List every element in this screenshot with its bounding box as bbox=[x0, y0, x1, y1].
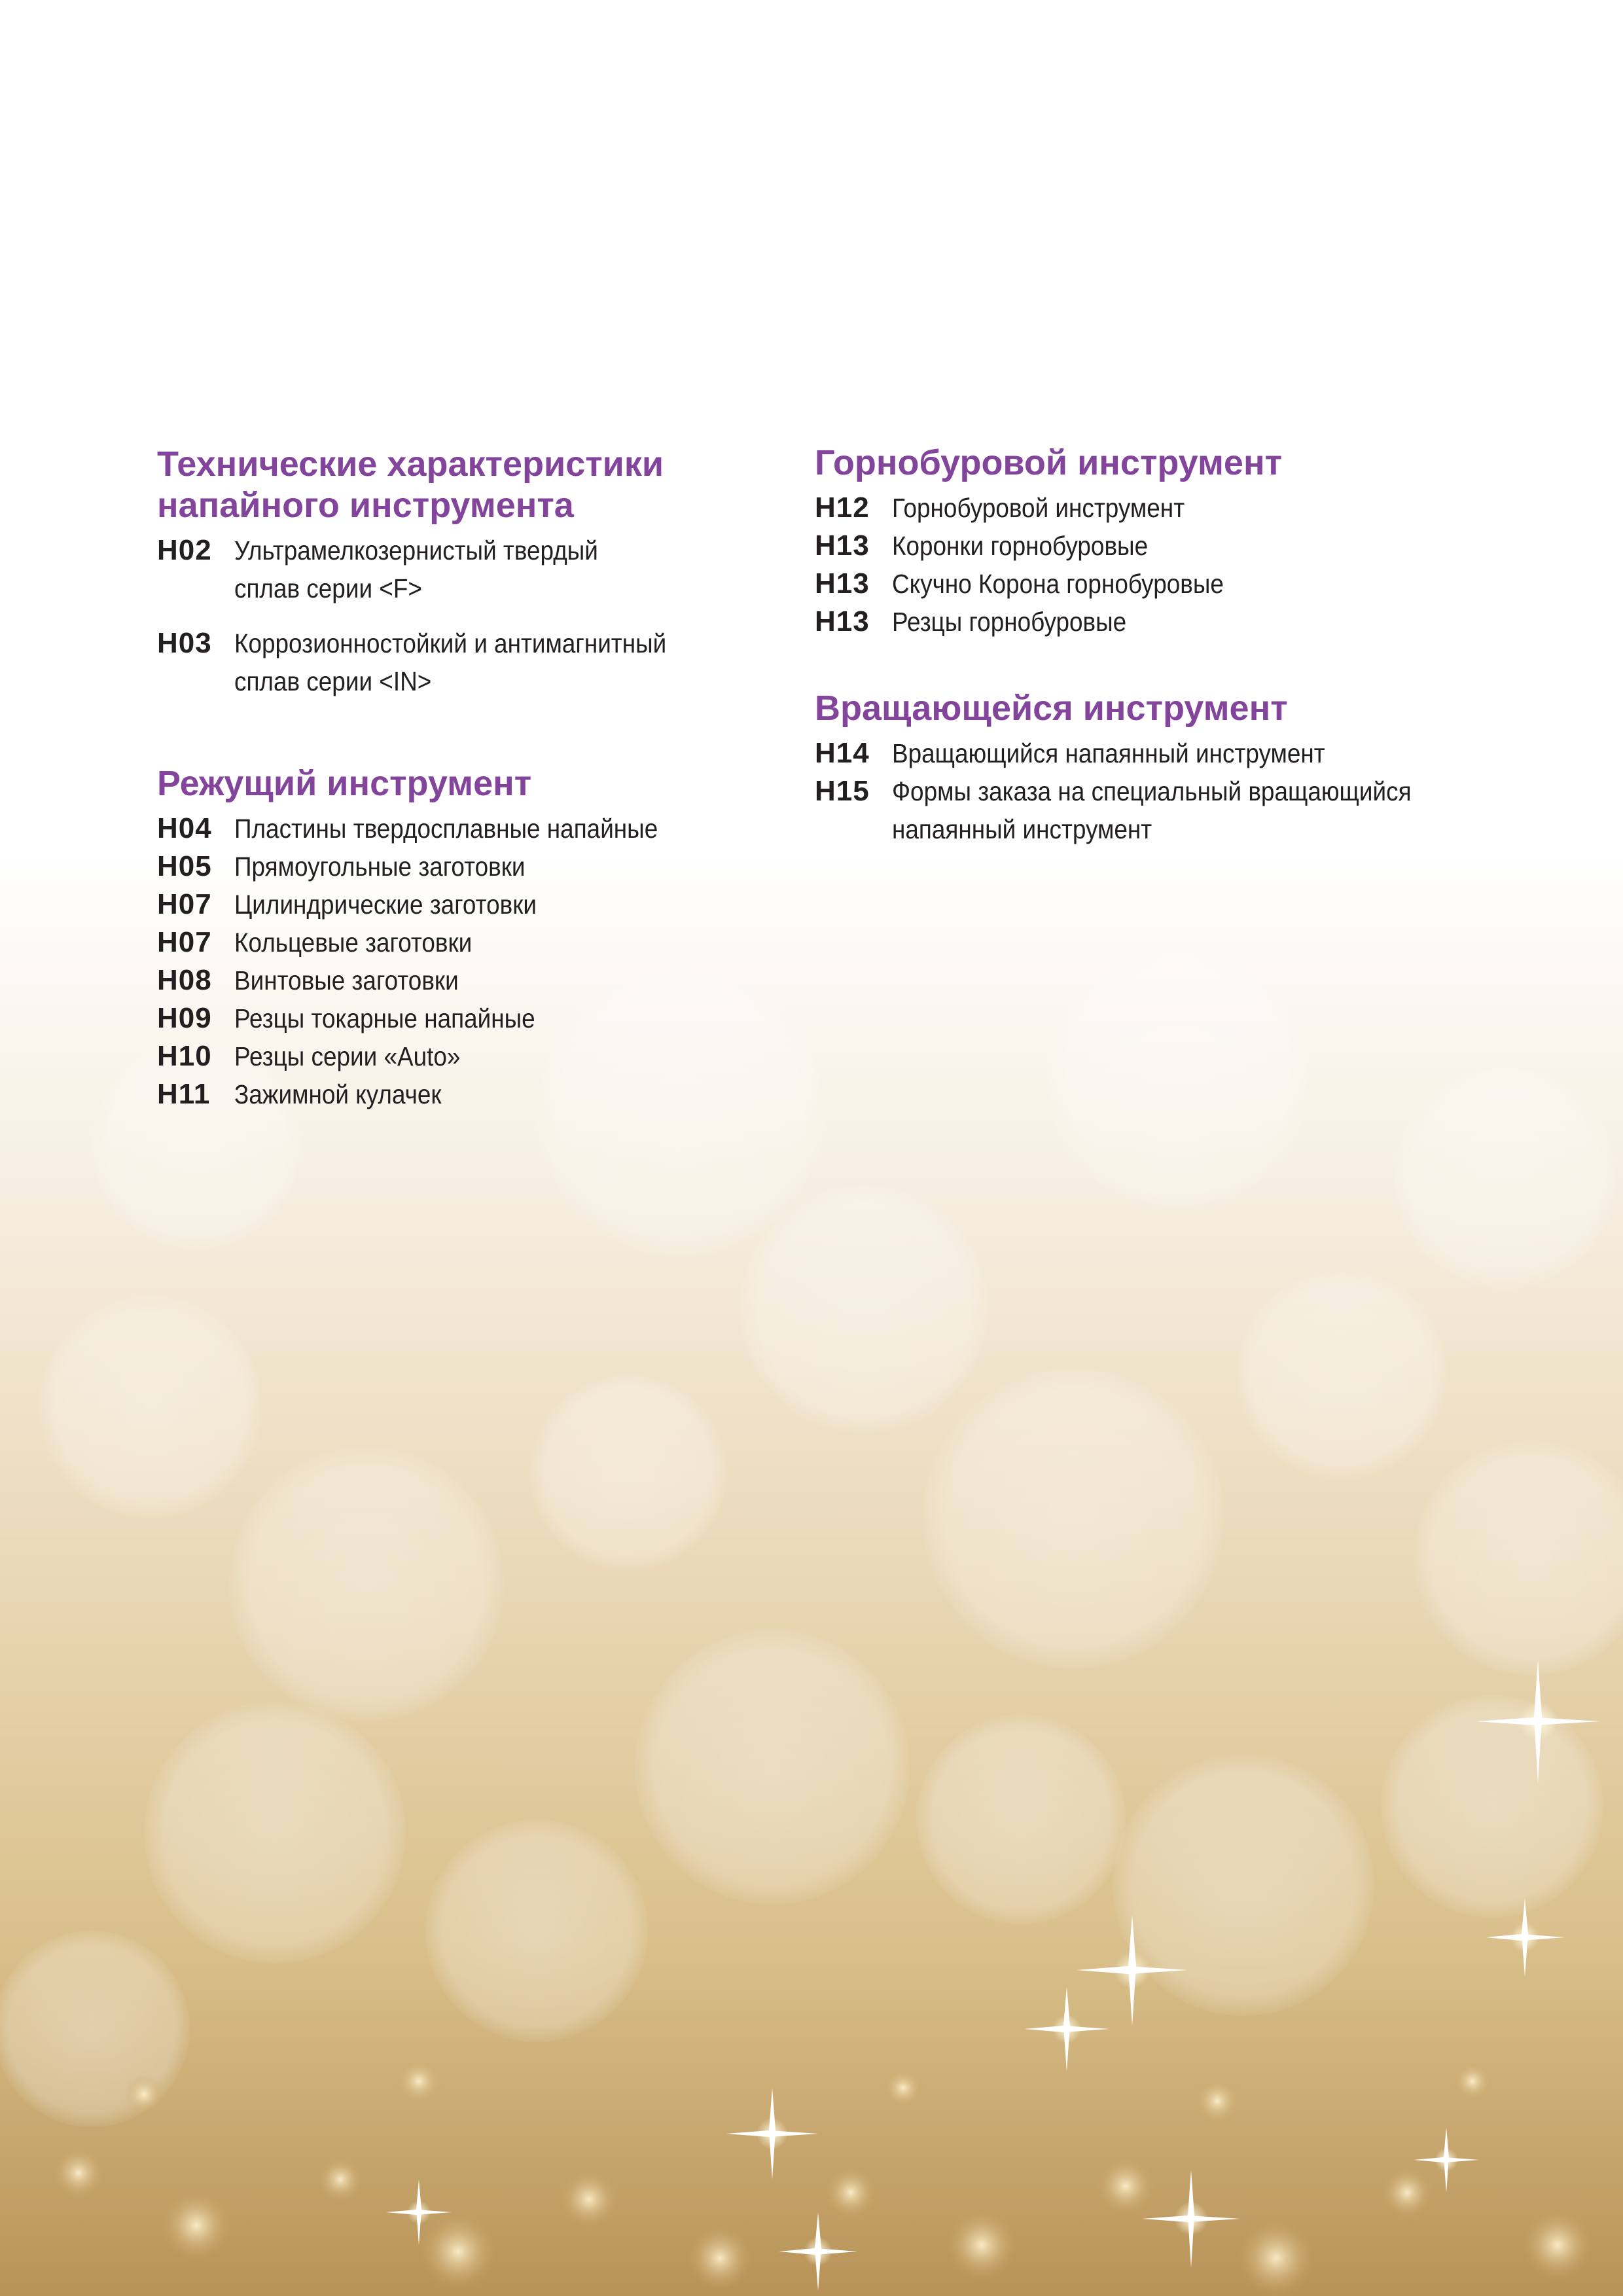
item-text: Пластины твердосплавные напайные bbox=[234, 814, 658, 844]
list-item bbox=[815, 527, 1469, 565]
item-code: H14 bbox=[815, 737, 870, 769]
item-text: Горнобуровой инструмент bbox=[892, 493, 1185, 523]
list-item bbox=[815, 489, 1469, 527]
list-item bbox=[157, 1075, 812, 1113]
item-text: Скучно Корона горнобуровые bbox=[892, 569, 1224, 599]
right-column bbox=[815, 442, 1469, 888]
section-title-line: Горнобуровой инструмент bbox=[815, 443, 1283, 482]
item-text: Резцы токарные напайные bbox=[234, 1003, 535, 1033]
entry-list bbox=[815, 489, 1469, 641]
section-title-line: Технические характеристики bbox=[157, 444, 664, 484]
item-code: H10 bbox=[157, 1040, 212, 1072]
item-text: Зажимной кулачек bbox=[234, 1079, 442, 1109]
left-column bbox=[157, 444, 812, 1153]
item-code: H13 bbox=[815, 529, 870, 562]
item-text-line: Ультрамелкозернистый твердый bbox=[234, 535, 598, 565]
entry-list bbox=[815, 734, 1469, 848]
item-text-line: Коррозионностойкий и антимагнитный bbox=[234, 628, 667, 658]
item-code: H13 bbox=[815, 605, 870, 637]
section-rotary-tools bbox=[815, 688, 1469, 848]
item-code: H09 bbox=[157, 1002, 212, 1034]
list-item bbox=[815, 772, 1469, 848]
item-text-line: сплав серии <IN> bbox=[234, 666, 432, 696]
list-item bbox=[157, 624, 812, 700]
item-text-line: сплав серии <F> bbox=[234, 573, 422, 603]
item-text: Прямоугольные заготовки bbox=[234, 852, 526, 882]
list-item bbox=[815, 565, 1469, 603]
list-item bbox=[157, 886, 812, 924]
section-cutting-tools bbox=[157, 763, 812, 1113]
entry-list bbox=[157, 810, 812, 1113]
item-code: H13 bbox=[815, 567, 870, 600]
item-text bbox=[892, 772, 1412, 848]
item-text: Кольцевые заготовки bbox=[234, 927, 473, 958]
section-title bbox=[815, 688, 1469, 729]
item-text-line: напаянный инструмент bbox=[892, 814, 1152, 844]
section-title-line: Режущий инструмент bbox=[157, 764, 532, 803]
item-code: H11 bbox=[157, 1078, 211, 1110]
item-code: H07 bbox=[157, 926, 212, 958]
section-technical-specs bbox=[157, 444, 812, 700]
item-code: H15 bbox=[815, 775, 870, 807]
item-code: H12 bbox=[815, 492, 870, 524]
item-text bbox=[234, 624, 666, 700]
list-item bbox=[157, 999, 812, 1037]
list-item bbox=[815, 734, 1469, 772]
item-code: H08 bbox=[157, 964, 212, 996]
list-item bbox=[157, 924, 812, 961]
section-title bbox=[157, 444, 812, 526]
item-code: H05 bbox=[157, 850, 212, 882]
list-item bbox=[157, 961, 812, 999]
section-title bbox=[815, 442, 1469, 484]
item-text: Винтовые заготовки bbox=[234, 965, 459, 996]
item-text bbox=[234, 531, 598, 607]
item-text: Цилиндрические заготовки bbox=[234, 889, 537, 920]
item-code: H02 bbox=[157, 534, 212, 566]
item-code: H03 bbox=[157, 627, 212, 659]
section-mining-tools bbox=[815, 442, 1469, 641]
item-text: Резцы серии «Auto» bbox=[234, 1041, 461, 1071]
item-text: Коронки горнобуровые bbox=[892, 531, 1149, 561]
list-item bbox=[157, 848, 812, 886]
section-title bbox=[157, 763, 812, 804]
entry-list bbox=[157, 531, 812, 700]
list-item bbox=[157, 1037, 812, 1075]
item-code: H07 bbox=[157, 888, 212, 920]
section-title-line: Вращающейся инструмент bbox=[815, 689, 1288, 728]
list-item bbox=[157, 810, 812, 848]
item-text: Вращающийся напаянный инструмент bbox=[892, 738, 1325, 768]
item-text: Резцы горнобуровые bbox=[892, 607, 1127, 637]
list-item bbox=[815, 603, 1469, 641]
item-text-line: Формы заказа на специальный вращающийся bbox=[892, 776, 1412, 806]
list-item bbox=[157, 531, 812, 607]
item-code: H04 bbox=[157, 812, 212, 844]
section-title-line: напайного инструмента bbox=[157, 486, 574, 525]
